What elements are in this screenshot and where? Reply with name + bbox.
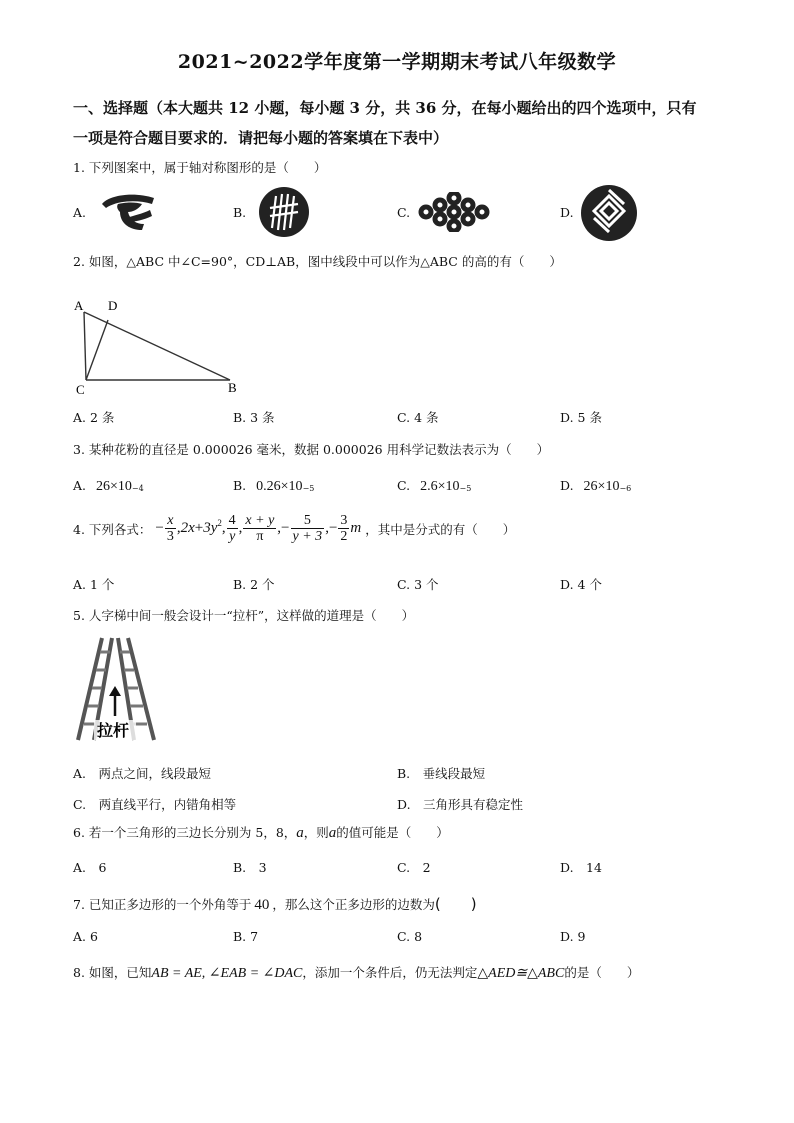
q1-option-a-label: A. <box>73 205 87 220</box>
q6-option-a: A. 6 <box>73 860 107 875</box>
q8-condition: AB = AE, ∠EAB = ∠DAC <box>151 966 303 981</box>
frac-xy-over-pi: $\frac{x + y}{\pi}$ <box>245 513 275 544</box>
label-c: C <box>76 382 85 396</box>
q4-suffix: ，其中是分式的有（ ） <box>365 522 516 537</box>
q3-option-b <box>233 478 314 495</box>
spiral-square-logo-icon <box>580 184 638 242</box>
q6-option-b: B. 3 <box>233 860 267 875</box>
pull-rod-label: 拉杆 <box>97 721 130 740</box>
label-d: D <box>108 298 118 313</box>
section-heading-line2: 一项是符合题目要求的．请把每小题的答案填在下表中） <box>73 129 449 147</box>
q3-option-c <box>397 478 471 495</box>
q5-option-b: B. 垂线段最短 <box>397 766 486 781</box>
q6-mid: ，则 <box>303 825 329 840</box>
q7-option-d: D. 9 <box>560 929 586 944</box>
q3-b-label: B. <box>233 478 247 493</box>
q1-option-c-label: C. <box>397 205 411 220</box>
q7-option-c: C. 8 <box>397 929 423 944</box>
q1-option-b-label: B. <box>233 205 247 220</box>
q3-a-base: ×10 <box>110 479 132 494</box>
triangle-abc-figure <box>72 296 244 396</box>
q7-suffix: ，那么这个正多边形的边数为 <box>272 897 435 912</box>
frac-4-over-y: $\frac{4}{y}$ <box>228 513 236 544</box>
section-heading-line1: 一、选择题（本大题共 12 小题，每小题 3 分，共 36 分，在每小题给出的四个选项中，只有 <box>73 99 697 117</box>
q3-option-a <box>73 478 144 495</box>
q3-a-exp: −4 <box>131 484 144 493</box>
q4-option-d: D. 4 个 <box>560 577 602 592</box>
round-badge-logo-icon <box>258 186 310 238</box>
q3-b-exp: −5 <box>302 484 315 493</box>
q7-prefix: 7. 已知正多边形的一个外角等于 <box>73 897 252 912</box>
q3-d-exp: −6 <box>619 484 632 493</box>
q4-line <box>73 514 515 544</box>
q2-option-b: B. 3 条 <box>233 410 275 425</box>
frac-3-over-2: $\frac{3}{2}$ <box>340 513 348 544</box>
q6-prefix: 6. 若一个三角形的三边长分别为 5，8， <box>73 825 297 840</box>
q7-option-a: A. 6 <box>73 929 98 944</box>
frac-5-over-y3: $\frac{5}{y + 3}$ <box>292 513 323 544</box>
q8-suffix: 的是（ ） <box>564 965 640 980</box>
q1-stem: 1. 下列图案中，属于轴对称图形的是（ ） <box>73 160 327 175</box>
q3-stem: 3. 某种花粉的直径是 0.000026 毫米，数据 0.000026 用科学记数法表示为（ ） <box>73 442 550 457</box>
q7-paren: ( ) <box>434 895 477 913</box>
q3-a-mantissa: 26 <box>96 479 110 494</box>
q8-prefix: 8. 如图，已知 <box>73 965 152 980</box>
q7-value: 40 <box>254 897 270 913</box>
q6-var-a: a <box>296 825 304 841</box>
label-b: B <box>228 380 237 395</box>
q8-stem <box>73 963 639 982</box>
q1-option-d-label: D. <box>560 205 574 220</box>
q8-middle: ，添加一个条件后，仍无法判定 <box>302 965 478 980</box>
q5-option-c: C. 两直线平行，内错角相等 <box>73 797 237 812</box>
page-title: 2021~2022学年度第一学期期末考试八年级数学 <box>177 51 617 73</box>
q3-c-exp: −5 <box>459 484 472 493</box>
q5-option-d: D. 三角形具有稳定性 <box>397 797 524 812</box>
q6-option-c: C. 2 <box>397 860 431 875</box>
q3-b-base: ×10 <box>280 479 303 494</box>
q8-congruence: △AED≅△ABC <box>477 966 565 981</box>
q4-option-a: A. 1 个 <box>73 577 115 592</box>
ladder-figure <box>72 632 158 744</box>
q7-stem <box>73 893 477 914</box>
q4-expressions: − $\frac{x}{3}$ $,2x+3y^2$, $\frac{4}{y}$ , $\frac{x + y}{\pi}$ ,− $\frac{5}{y + 3}$ ,− $\frac{3}{2}$ m <box>155 513 362 544</box>
q6-var-a-2: a <box>328 825 337 841</box>
q2-option-c: C. 4 条 <box>397 410 439 425</box>
label-a: A <box>74 298 84 313</box>
q3-d-base: ×10 <box>597 479 620 494</box>
chinese-knot-icon <box>418 192 490 232</box>
q4-option-c: C. 3 个 <box>397 577 439 592</box>
q6-stem <box>73 823 449 842</box>
q5-option-a: A. 两点之间，线段最短 <box>73 766 212 781</box>
q3-b-mantissa: 0.26 <box>256 479 281 494</box>
q3-a-label: A. <box>73 478 87 493</box>
q3-c-mantissa: 2.6 <box>420 479 438 494</box>
frac-x-over-3: $\frac{x}{3}$ <box>166 513 174 544</box>
q2-option-d: D. 5 条 <box>560 410 602 425</box>
q4-prefix: 4. 下列各式： <box>73 522 152 537</box>
q2-stem: 2. 如图，△ABC 中∠C=90°，CD⊥AB，图中线段中可以作为△ABC 的高的有（ ） <box>73 254 562 269</box>
q7-option-b: B. 7 <box>233 929 259 944</box>
q3-d-label: D. <box>560 478 574 493</box>
q4-option-b: B. 2 个 <box>233 577 275 592</box>
q3-d-mantissa: 26 <box>583 479 598 494</box>
q3-option-d <box>560 478 631 495</box>
q6-option-d: D. 14 <box>560 860 602 875</box>
q3-c-base: ×10 <box>437 479 460 494</box>
q5-stem: 5. 人字梯中间一般会设计一“拉杆”，这样做的道理是（ ） <box>73 608 415 623</box>
q2-option-a: A. 2 条 <box>73 410 115 425</box>
q3-c-label: C. <box>397 478 411 493</box>
q6-suffix: 的值可能是（ ） <box>336 825 449 840</box>
telecom-logo-icon <box>96 190 160 232</box>
